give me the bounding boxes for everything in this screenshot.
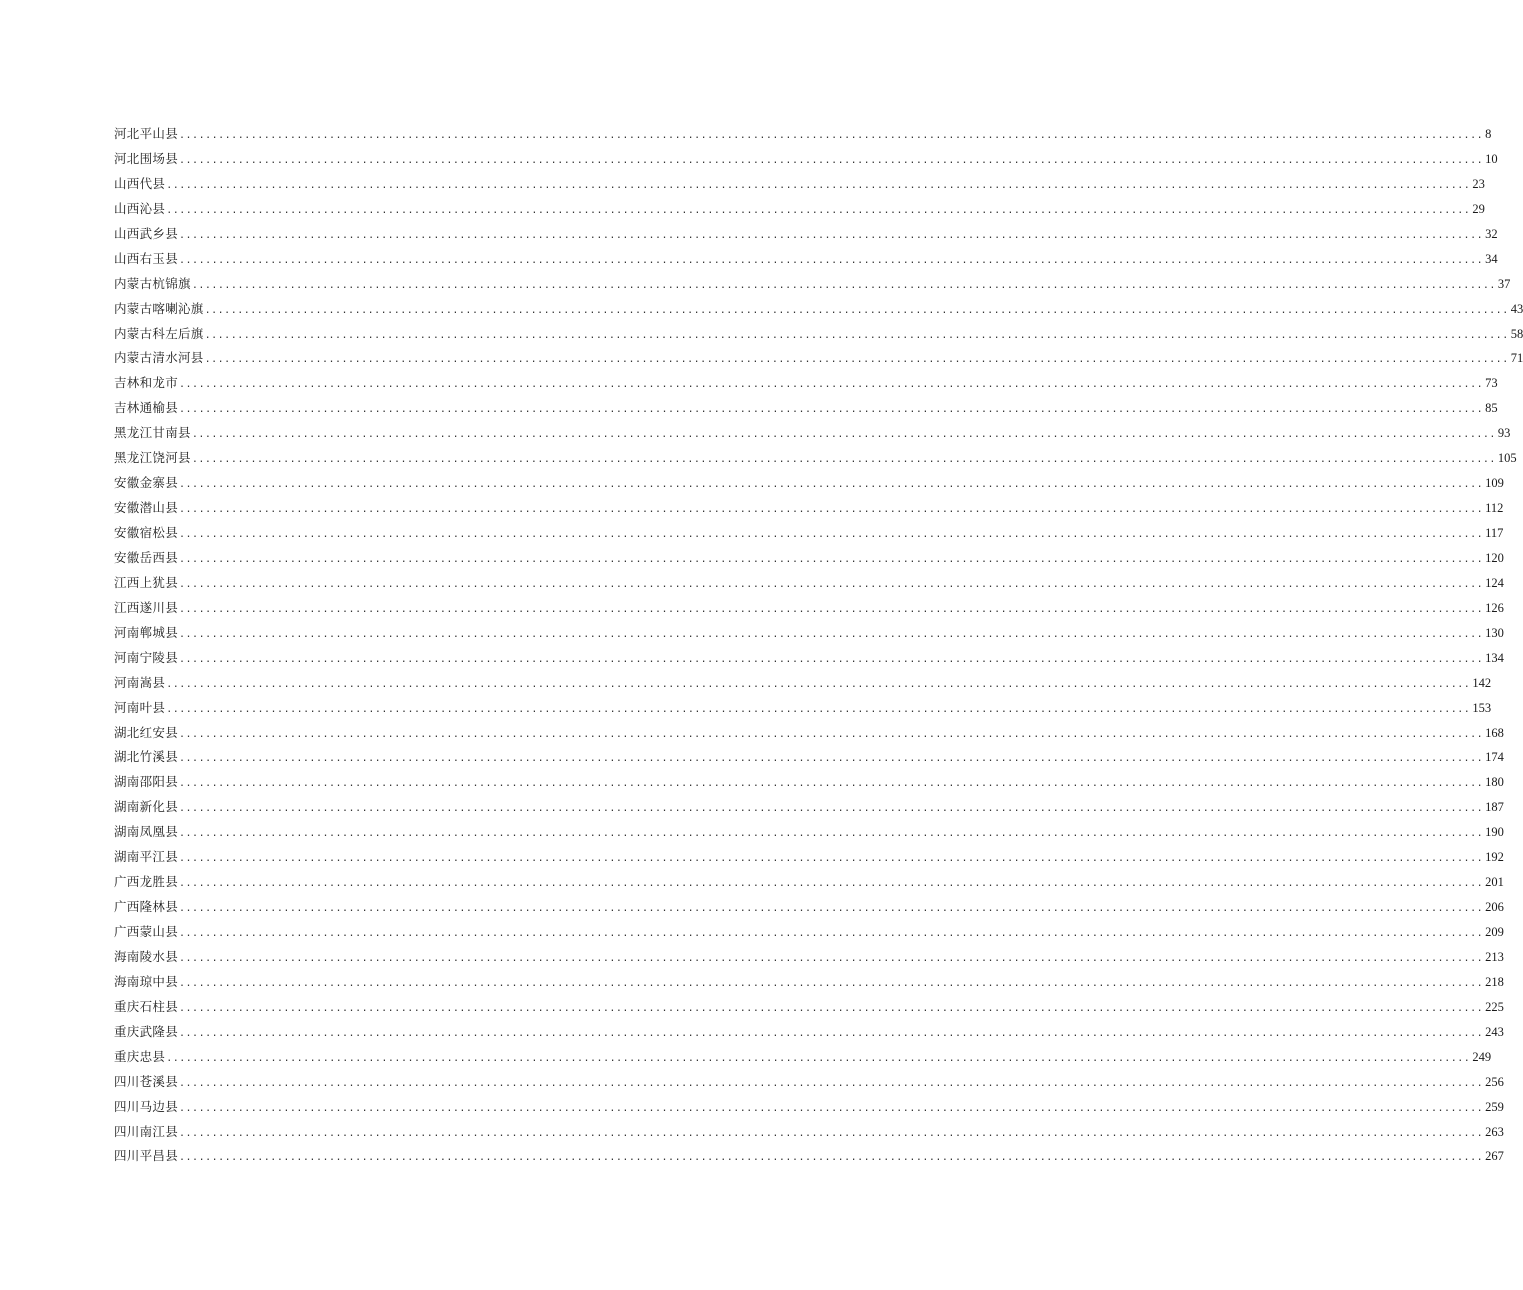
toc-entry-page: 209 [1485,925,1504,939]
toc-entry[interactable] [114,247,1498,272]
dot-leader: ........................................................................................................................................................................................................ [179,1027,1484,1039]
toc-entry-title: 重庆石柱县 [114,998,179,1014]
toc-entry-title: 内蒙古杭锦旗 [114,275,191,291]
toc-entry[interactable] [114,172,1485,197]
dot-leader: ........................................................................................................................................................................................................ [179,803,1484,815]
toc-entry[interactable] [114,1144,1504,1169]
toc-entry-title: 重庆忠县 [114,1048,166,1064]
toc-entry[interactable] [114,396,1498,421]
toc-entry-page: 29 [1472,201,1485,216]
toc-entry-page: 37 [1497,276,1511,291]
toc-entry-page: 71 [1510,351,1523,366]
toc-entry[interactable] [114,1095,1504,1120]
toc-entry-page: 8 [1485,127,1492,141]
dot-leader: ........................................................................................................................................................................................................ [179,229,1484,241]
toc-entry-title: 河南宁陵县 [114,649,179,665]
toc-entry-title: 山西沁县 [114,200,166,216]
toc-entry-page: 85 [1485,401,1498,416]
toc-entry-title: 黑龙江甘南县 [114,425,191,441]
toc-entry[interactable] [114,995,1504,1020]
toc-entry-title: 安徽岳西县 [114,549,179,565]
toc-entry-title: 内蒙古喀喇沁旗 [114,300,204,316]
toc-entry-page: 180 [1485,775,1504,790]
toc-entry[interactable] [114,521,1504,546]
toc-entry-page: 263 [1485,1124,1504,1139]
toc-entry[interactable] [114,322,1523,347]
toc-entry[interactable] [114,1020,1504,1045]
dot-leader: ........................................................................................................................................................................................................ [179,553,1484,565]
toc-entry-title: 湖南凤凰县 [114,824,179,840]
dot-leader: ........................................................................................................................................................................................................ [179,154,1484,166]
toc-entry-page: 187 [1485,800,1504,815]
toc-entry-title: 海南陵水县 [114,948,179,964]
toc-entry-page: 124 [1485,575,1504,590]
dot-leader: ........................................................................................................................................................................................................ [179,379,1484,391]
toc-entry[interactable] [114,621,1504,646]
toc-entry[interactable] [114,346,1523,371]
dot-leader: ........................................................................................................................................................................................................ [179,578,1484,590]
toc-entry-page: 23 [1472,176,1485,191]
toc-entry-page: 267 [1485,1149,1504,1164]
toc-entry-title: 吉林通榆县 [114,400,179,416]
dot-leader: ........................................................................................................................................................................................................ [179,404,1484,416]
dot-leader: ........................................................................................................................................................................................................ [191,454,1496,466]
toc-entry[interactable] [114,770,1504,795]
toc-entry-title: 湖南平江县 [114,849,179,865]
toc-entry-title: 安徽金寨县 [114,475,179,491]
toc-entry-title: 河北围场县 [114,150,179,166]
toc-entry[interactable] [114,870,1504,895]
toc-entry-title: 江西遂川县 [114,599,179,615]
dot-leader: ........................................................................................................................................................................................................ [191,429,1496,441]
toc-entry-page: 43 [1510,301,1523,316]
dot-leader: ........................................................................................................................................................................................................ [179,653,1484,665]
toc-entry-page: 130 [1485,625,1504,640]
toc-entry-title: 河南郸城县 [114,624,179,640]
toc-entry-page: 10 [1485,151,1498,166]
toc-entry[interactable] [114,1120,1504,1145]
toc-entry[interactable] [114,122,1492,147]
toc-entry-page: 32 [1485,226,1498,241]
dot-leader: ........................................................................................................................................................................................................ [204,329,1509,341]
toc-entry-title: 山西代县 [114,175,166,191]
toc-entry[interactable] [114,371,1498,396]
toc-entry-title: 广西蒙山县 [114,924,179,939]
dot-leader: ........................................................................................................................................................................................................ [179,1152,1484,1164]
toc-entry-title: 黑龙江饶河县 [114,450,191,466]
toc-entry-title: 湖南新化县 [114,799,179,815]
toc-entry-page: 112 [1485,501,1504,516]
dot-leader: ........................................................................................................................................................................................................ [166,204,1471,216]
toc-entry[interactable] [114,496,1504,521]
toc-entry[interactable] [114,297,1523,322]
toc-entry[interactable] [114,970,1504,995]
dot-leader: ........................................................................................................................................................................................................ [179,1077,1484,1089]
toc-entry-page: 225 [1485,999,1504,1014]
toc-entry-page: 153 [1472,700,1492,715]
toc-entry-page: 201 [1485,875,1504,890]
toc-entry-title: 河南叶县 [114,699,166,715]
toc-entry-page: 58 [1510,326,1523,341]
toc-entry-page: 93 [1497,426,1511,441]
toc-entry-page: 126 [1485,600,1504,615]
toc-entry-page: 120 [1485,550,1504,565]
toc-entry-page: 192 [1485,850,1504,865]
dot-leader: ........................................................................................................................................................................................................ [204,354,1509,366]
toc-entry[interactable] [114,845,1504,870]
toc-entry-page: 168 [1485,725,1504,740]
toc-entry-title: 四川苍溪县 [114,1073,179,1089]
dot-leader: ........................................................................................................................................................................................................ [204,304,1509,316]
toc-entry-title: 湖北竹溪县 [114,749,179,765]
toc-entry[interactable] [114,721,1504,746]
toc-entry-title: 河南嵩县 [114,674,166,690]
toc-entry[interactable] [114,571,1504,596]
dot-leader: ........................................................................................................................................................................................................ [179,1127,1484,1139]
toc-entry[interactable] [114,546,1504,571]
dot-leader: ........................................................................................................................................................................................................ [179,853,1484,865]
toc-entry-title: 山西武乡县 [114,225,179,241]
toc-entry-title: 海南琼中县 [114,973,179,989]
dot-leader: ........................................................................................................................................................................................................ [166,678,1471,690]
toc-entry-title: 广西龙胜县 [114,874,179,890]
dot-leader: ........................................................................................................................................................................................................ [179,628,1484,640]
toc-entry[interactable] [114,222,1498,247]
dot-leader: ........................................................................................................................................................................................................ [179,603,1484,615]
toc-entry-page: 105 [1497,451,1517,466]
toc-entry-title: 安徽潜山县 [114,500,179,516]
dot-leader: ........................................................................................................................................................................................................ [179,878,1484,890]
dot-leader: ........................................................................................................................................................................................................ [179,828,1484,840]
dot-leader: ........................................................................................................................................................................................................ [179,952,1484,964]
toc-entry-title: 湖北红安县 [114,724,179,740]
dot-leader: ........................................................................................................................................................................................................ [179,928,1484,939]
toc-entry[interactable] [114,596,1504,621]
toc-entry[interactable] [114,147,1498,172]
dot-leader: ........................................................................................................................................................................................................ [179,1102,1484,1114]
toc-entry[interactable] [114,795,1504,820]
toc-entry[interactable] [114,820,1504,845]
dot-leader: ........................................................................................................................................................................................................ [179,977,1484,989]
toc-entry-page: 117 [1485,526,1504,540]
toc-entry[interactable] [114,1070,1504,1095]
toc-entry-title: 四川平昌县 [114,1148,179,1164]
dot-leader: ........................................................................................................................................................................................................ [179,479,1484,491]
toc-entry[interactable] [114,1045,1492,1070]
toc-entry[interactable] [114,197,1485,222]
toc-entry-title: 内蒙古清水河县 [114,350,204,366]
dot-leader: ........................................................................................................................................................................................................ [179,529,1484,540]
toc-entry-title: 河北平山县 [114,126,179,141]
toc-entry-page: 134 [1485,650,1504,665]
dot-leader: ........................................................................................................................................................................................................ [179,1002,1484,1014]
dot-leader: ........................................................................................................................................................................................................ [179,778,1484,790]
toc-entry[interactable] [114,446,1517,471]
toc-entry[interactable] [114,696,1492,721]
table-of-contents [114,122,1523,1169]
toc-entry-title: 山西右玉县 [114,250,179,266]
toc-entry-title: 吉林和龙市 [114,375,179,391]
toc-entry-page: 249 [1472,1049,1492,1064]
toc-entry-title: 湖南邵阳县 [114,774,179,790]
dot-leader: ........................................................................................................................................................................................................ [166,1052,1471,1064]
toc-entry[interactable] [114,471,1504,496]
dot-leader: ........................................................................................................................................................................................................ [179,728,1484,740]
toc-entry-page: 190 [1485,825,1504,840]
toc-entry-page: 256 [1485,1074,1504,1089]
dot-leader: ........................................................................................................................................................................................................ [179,753,1484,765]
toc-entry[interactable] [114,671,1492,696]
dot-leader: ........................................................................................................................................................................................................ [179,130,1484,141]
toc-entry-title: 广西隆林县 [114,899,179,915]
toc-entry-page: 73 [1485,376,1498,391]
toc-entry[interactable] [114,745,1504,770]
dot-leader: ........................................................................................................................................................................................................ [179,903,1484,915]
toc-entry-title: 四川南江县 [114,1123,179,1139]
toc-entry-title: 内蒙古科左后旗 [114,325,204,341]
toc-entry-page: 213 [1485,949,1504,964]
toc-entry-page: 174 [1485,750,1504,765]
toc-entry[interactable] [114,920,1504,945]
toc-entry[interactable] [114,272,1511,297]
toc-entry-title: 四川马边县 [114,1098,179,1114]
toc-entry-page: 218 [1485,974,1504,989]
dot-leader: ........................................................................................................................................................................................................ [166,703,1471,715]
toc-entry[interactable] [114,646,1504,671]
toc-entry-title: 江西上犹县 [114,574,179,590]
toc-entry-page: 243 [1485,1024,1504,1039]
toc-entry[interactable] [114,421,1511,446]
toc-entry-title: 安徽宿松县 [114,525,179,540]
toc-entry-page: 206 [1485,900,1504,915]
dot-leader: ........................................................................................................................................................................................................ [166,179,1471,191]
dot-leader: ........................................................................................................................................................................................................ [179,504,1484,516]
toc-entry-page: 259 [1485,1099,1504,1114]
toc-entry-title: 重庆武隆县 [114,1023,179,1039]
toc-entry-page: 34 [1485,251,1498,266]
dot-leader: ........................................................................................................................................................................................................ [179,254,1484,266]
toc-entry[interactable] [114,945,1504,970]
toc-entry-page: 109 [1485,476,1504,491]
dot-leader: ........................................................................................................................................................................................................ [191,279,1496,291]
toc-entry[interactable] [114,895,1504,920]
toc-entry-page: 142 [1472,675,1492,690]
